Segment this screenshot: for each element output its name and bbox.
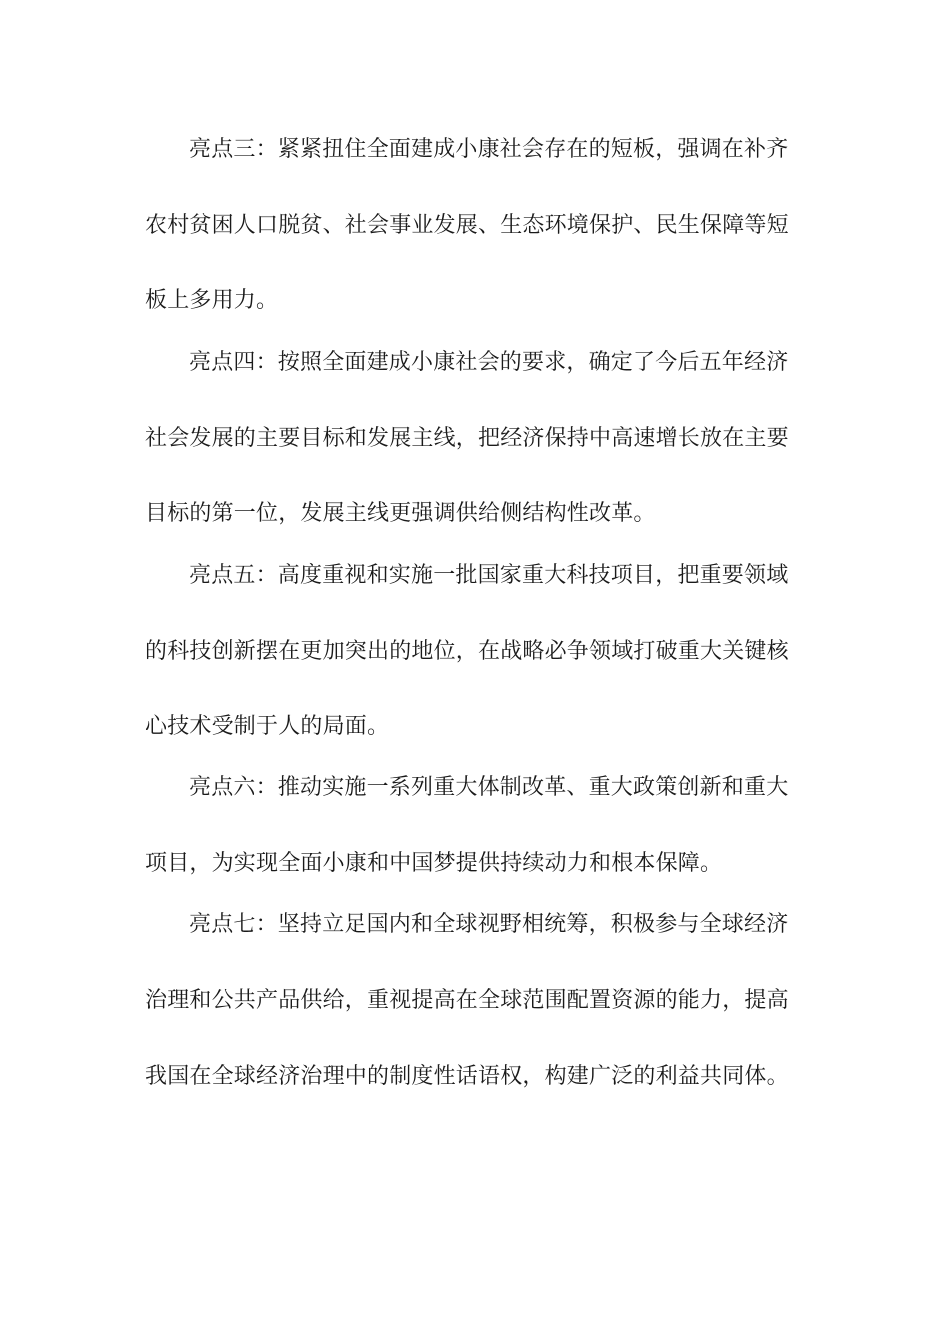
paragraph-line: 社会发展的主要目标和发展主线，把经济保持中高速增长放在主要: [145, 426, 789, 451]
paragraph-line: 亮点六：推动实施一系列重大体制改革、重大政策创新和重大: [189, 775, 789, 800]
paragraph-line: 治理和公共产品供给，重视提高在全球范围配置资源的能力，提高: [145, 988, 789, 1013]
paragraph-line: 农村贫困人口脱贫、社会事业发展、生态环境保护、民生保障等短: [145, 213, 789, 238]
paragraph-line: 亮点三：紧紧扭住全面建成小康社会存在的短板，强调在补齐: [189, 137, 789, 162]
paragraph-line: 目标的第一位，发展主线更强调供给侧结构性改革。: [145, 501, 656, 526]
paragraph-line: 的科技创新摆在更加突出的地位，在战略必争领域打破重大关键核: [145, 639, 789, 664]
paragraph-line: 板上多用力。: [145, 288, 279, 313]
paragraph-line: 亮点五：高度重视和实施一批国家重大科技项目，把重要领域: [189, 563, 789, 588]
paragraph-line: 我国在全球经济治理中的制度性话语权，构建广泛的利益共同体。: [145, 1064, 789, 1089]
paragraph-line: 心技术受制于人的局面。: [145, 714, 390, 739]
paragraph-line: 亮点七：坚持立足国内和全球视野相统筹，积极参与全球经济: [189, 912, 789, 937]
paragraph-line: 亮点四：按照全面建成小康社会的要求，确定了今后五年经济: [189, 350, 789, 375]
paragraph-line: 项目，为实现全面小康和中国梦提供持续动力和根本保障。: [145, 851, 723, 876]
